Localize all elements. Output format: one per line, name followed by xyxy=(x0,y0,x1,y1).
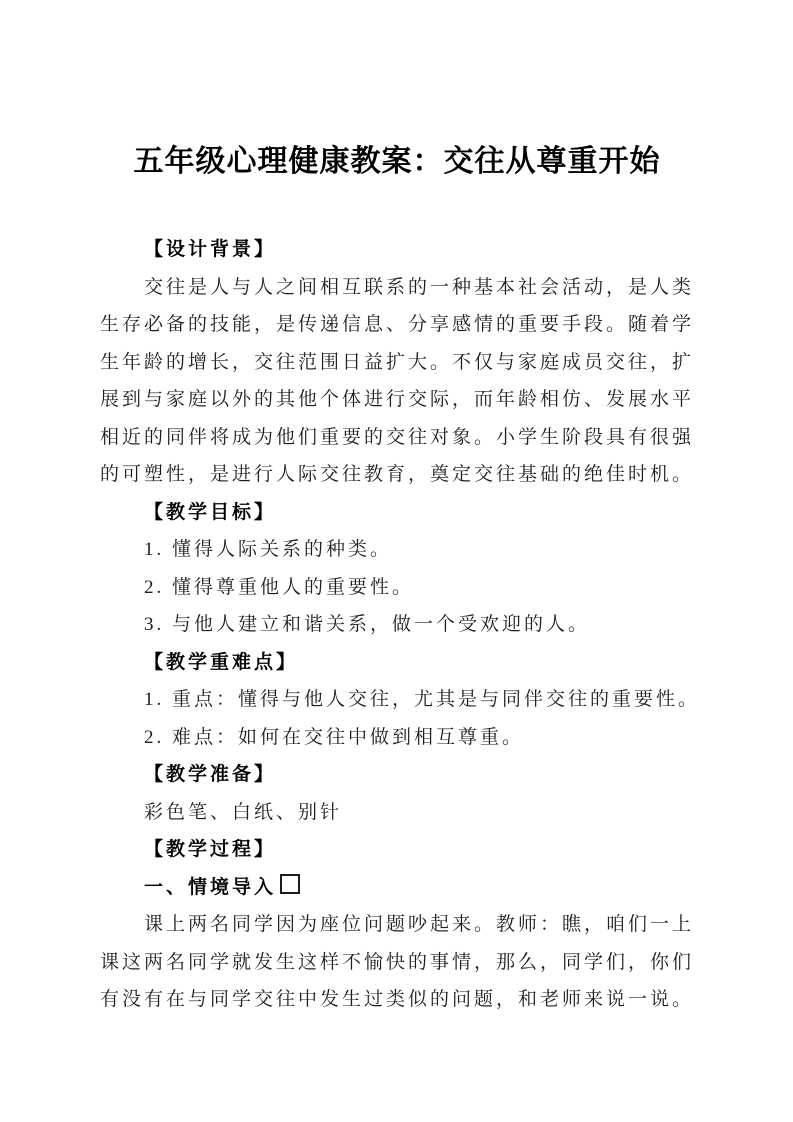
paragraph-line: 交往是人与人之间相互联系的一种基本社会活动，是人类 xyxy=(144,276,695,298)
paragraph-line: 相近的同伴将成为他们重要的交往对象。小学生阶段具有很强 xyxy=(100,426,695,448)
heading-teaching-preparation: 【教学准备】 xyxy=(144,764,277,785)
paragraph-line: 生年龄的增长，交往范围日益扩大。不仅与家庭成员交往，扩 xyxy=(100,351,695,373)
heading-design-background: 【设计背景】 xyxy=(144,239,277,260)
paragraph-materials: 彩色笔、白纸、别针 xyxy=(144,801,343,823)
list-item-goal-2: 2. 懂得尊重他人的重要性。 xyxy=(144,576,415,598)
list-item-goal-3: 3. 与他人建立和谐关系，做一个受欢迎的人。 xyxy=(144,614,591,635)
paragraph-line: 展到与家庭以外的其他个体进行交际，而年龄相仿、发展水平 xyxy=(100,389,695,410)
list-item-key-point: 1. 重点：懂得与他人交往，尤其是与同伴交往的重要性。 xyxy=(144,689,701,710)
paragraph-line: 课这两名同学就发生这样不愉快的事情，那么，同学们，你们 xyxy=(100,951,695,973)
missing-glyph-box xyxy=(280,874,300,894)
paragraph-line: 的可塑性，是进行人际交往教育，奠定交往基础的绝佳时机。 xyxy=(100,464,695,485)
paragraph-line: 课上两名同学因为座位问题吵起来。教师：瞧，咱们一上 xyxy=(144,914,695,935)
list-item-goal-1: 1. 懂得人际关系的种类。 xyxy=(144,539,393,560)
list-item-difficult-point: 2. 难点：如何在交往中做到相互尊重。 xyxy=(144,726,525,748)
heading-teaching-goals: 【教学目标】 xyxy=(144,501,277,523)
paragraph-line: 生存必备的技能，是传递信息、分享感情的重要手段。随着学 xyxy=(100,314,695,335)
heading-teaching-process: 【教学过程】 xyxy=(144,839,277,860)
paragraph-line: 有没有在与同学交往中发生过类似的问题，和老师来说一说。 xyxy=(100,989,695,1010)
heading-key-difficult-points: 【教学重难点】 xyxy=(144,651,299,673)
subheading-scenario-introduction xyxy=(100,869,694,907)
doc-title: 五年级心理健康教案：交往从尊重开始 xyxy=(133,145,661,178)
subheading-scenario-introduction-label: 一、情境导入 xyxy=(144,876,277,898)
